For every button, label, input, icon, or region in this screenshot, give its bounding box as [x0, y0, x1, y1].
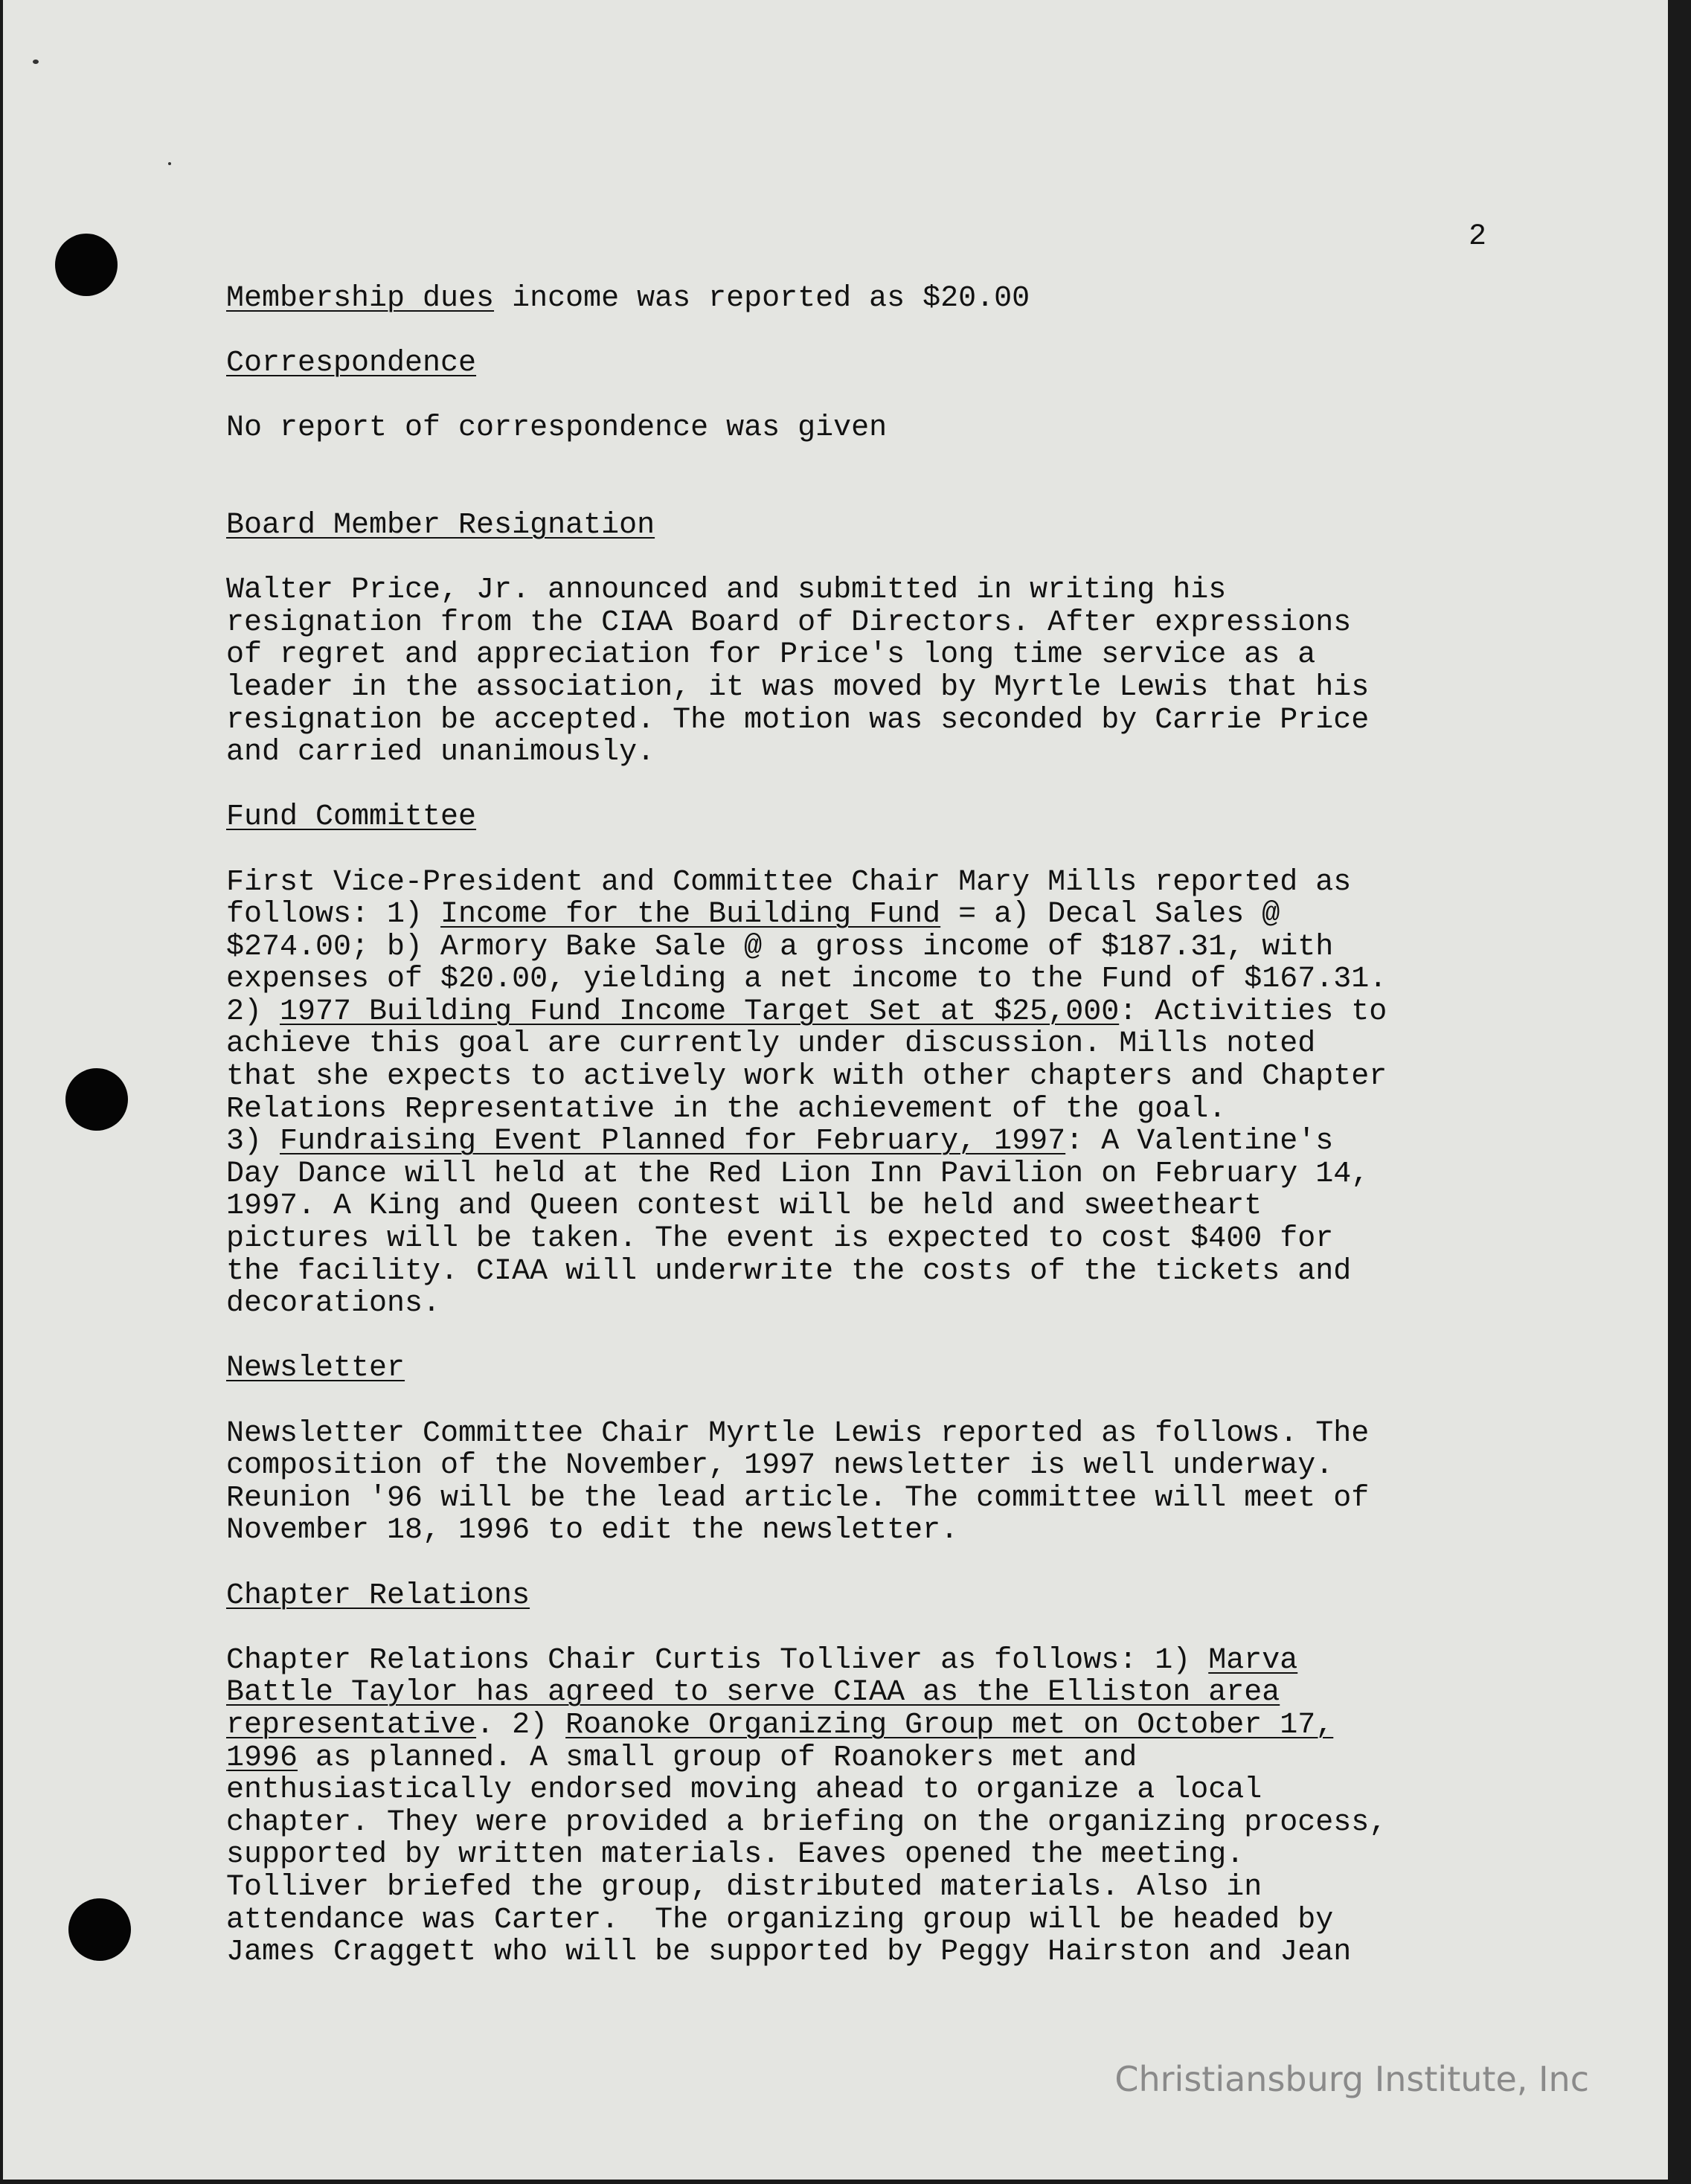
text-run: follows: 1) [226, 898, 441, 932]
building-fund-income-subheading: Income for the Building Fund [440, 898, 941, 932]
paragraph-line: attendance was Carter. The organizing group will be headed by [226, 1903, 1334, 1937]
paragraph-line: leader in the association, it was moved by Myrtle Lewis that his [226, 670, 1370, 704]
paragraph-line: decorations. [226, 1287, 441, 1321]
paragraph-line: resignation be accepted. The motion was seconded by Carrie Price [226, 703, 1370, 737]
punch-hole [55, 234, 118, 296]
paragraph-line: First Vice-President and Committee Chair Mary Mills reported as [226, 865, 1352, 899]
text-run: 3) [226, 1125, 280, 1159]
text-run: Chapter Relations Chair Curtis Tolliver as follows: 1) [226, 1643, 1209, 1677]
fund-committee-heading: Fund Committee [226, 800, 477, 835]
text-run: . 2) [476, 1708, 566, 1742]
text-run: : A Valentine's [1065, 1125, 1334, 1159]
text-run: as planned. A small group of Roanokers met and [298, 1741, 1138, 1775]
paper-speck [33, 60, 39, 64]
roanoke-group-subheading: 1996 [226, 1741, 298, 1775]
paragraph-line [226, 1742, 1506, 1775]
text-run: = a) Decal Sales @ [940, 898, 1280, 932]
chapter-relations-paragraph [226, 1645, 1506, 1969]
elliston-representative-subheading: representative [226, 1708, 477, 1742]
membership-text: income was reported as $20.00 [494, 282, 1030, 315]
paragraph-line [226, 996, 1506, 1029]
paragraph-line: supported by written materials. Eaves opened the meeting. [226, 1838, 1245, 1872]
paragraph-line: resignation from the CIAA Board of Directors. After expressions [226, 606, 1352, 640]
fundraising-event-subheading: Fundraising Event Planned for February, 1997 [280, 1125, 1066, 1159]
newsletter-heading: Newsletter [226, 1352, 405, 1386]
paragraph-line: enthusiastically endorsed moving ahead to organize a local [226, 1773, 1262, 1808]
paragraph-line: pictures will be taken. The event is expected to cost $400 for [226, 1222, 1334, 1256]
paragraph-line: November 18, 1996 to edit the newsletter. [226, 1514, 959, 1548]
paragraph-line: James Craggett who will be supported by Peggy Hairston and Jean [226, 1936, 1352, 1970]
fund-committee-paragraph [226, 867, 1506, 1320]
correspondence-text: No report of correspondence was given [226, 411, 888, 446]
board-resignation-heading: Board Member Resignation [226, 508, 655, 542]
board-resignation-paragraph [226, 574, 1506, 769]
chapter-relations-heading: Chapter Relations [226, 1578, 530, 1613]
text-run: 2) [226, 995, 280, 1029]
paragraph-line: Walter Price, Jr. announced and submitted in writing his [226, 574, 1227, 608]
paragraph-line: composition of the November, 1997 newsletter is well underway. [226, 1449, 1334, 1483]
paragraph-line [226, 1645, 1506, 1677]
paragraph-line: Newsletter Committee Chair Myrtle Lewis reported as follows. The [226, 1416, 1370, 1451]
paragraph-line: that she expects to actively work with other chapters and Chapter [226, 1060, 1387, 1094]
paragraph-line: expenses of $20.00, yielding a net income to the Fund of $167.31. [226, 963, 1387, 997]
paragraph-line: Day Dance will held at the Red Lion Inn Pavilion on February 14, [226, 1157, 1370, 1191]
paragraph-line: $274.00; b) Armory Bake Sale @ a gross income of $187.31, with [226, 930, 1334, 964]
membership-label: Membership dues [226, 282, 495, 315]
paragraph-line: achieve this goal are currently under discussion. Mills noted [226, 1027, 1316, 1062]
paragraph-line: Tolliver briefed the group, distributed materials. Also in [226, 1870, 1262, 1904]
paragraph-line: chapter. They were provided a briefing on the organizing process, [226, 1805, 1387, 1840]
newsletter-paragraph [226, 1418, 1506, 1547]
punch-hole [68, 1898, 131, 1961]
paragraph-line [226, 1709, 1506, 1742]
roanoke-group-subheading: Roanoke Organizing Group met on October 17, [565, 1708, 1334, 1742]
page-number: 2 [1469, 220, 1487, 254]
elliston-representative-subheading: Marva [1208, 1643, 1298, 1677]
document-page [3, 0, 1668, 2180]
text-run: : Activities to [1119, 995, 1387, 1029]
income-target-subheading: 1977 Building Fund Income Target Set at $25,000 [280, 995, 1120, 1029]
punch-hole [65, 1068, 128, 1131]
paragraph-line: of regret and appreciation for Price's long time service as a [226, 638, 1316, 672]
paragraph-line: and carried unanimously. [226, 736, 655, 770]
paragraph-line: Relations Representative in the achievement of the goal. [226, 1092, 1227, 1126]
paper-speck [168, 162, 171, 165]
paragraph-line: 1997. A King and Queen contest will be held and sweetheart [226, 1189, 1262, 1224]
elliston-representative-subheading: Battle Taylor has agreed to serve CIAA as the Elliston area [226, 1676, 1280, 1710]
paragraph-line [226, 1125, 1506, 1158]
membership-line [226, 283, 1506, 315]
document-body [226, 283, 1506, 1969]
paragraph-line: the facility. CIAA will underwrite the costs of the tickets and [226, 1254, 1352, 1288]
paragraph-line [226, 899, 1506, 931]
correspondence-heading: Correspondence [226, 347, 477, 381]
watermark: Christiansburg Institute, Inc [1114, 2059, 1589, 2099]
paragraph-line: Reunion '96 will be the lead article. The committee will meet of [226, 1481, 1370, 1515]
paragraph-line [226, 1677, 1506, 1709]
